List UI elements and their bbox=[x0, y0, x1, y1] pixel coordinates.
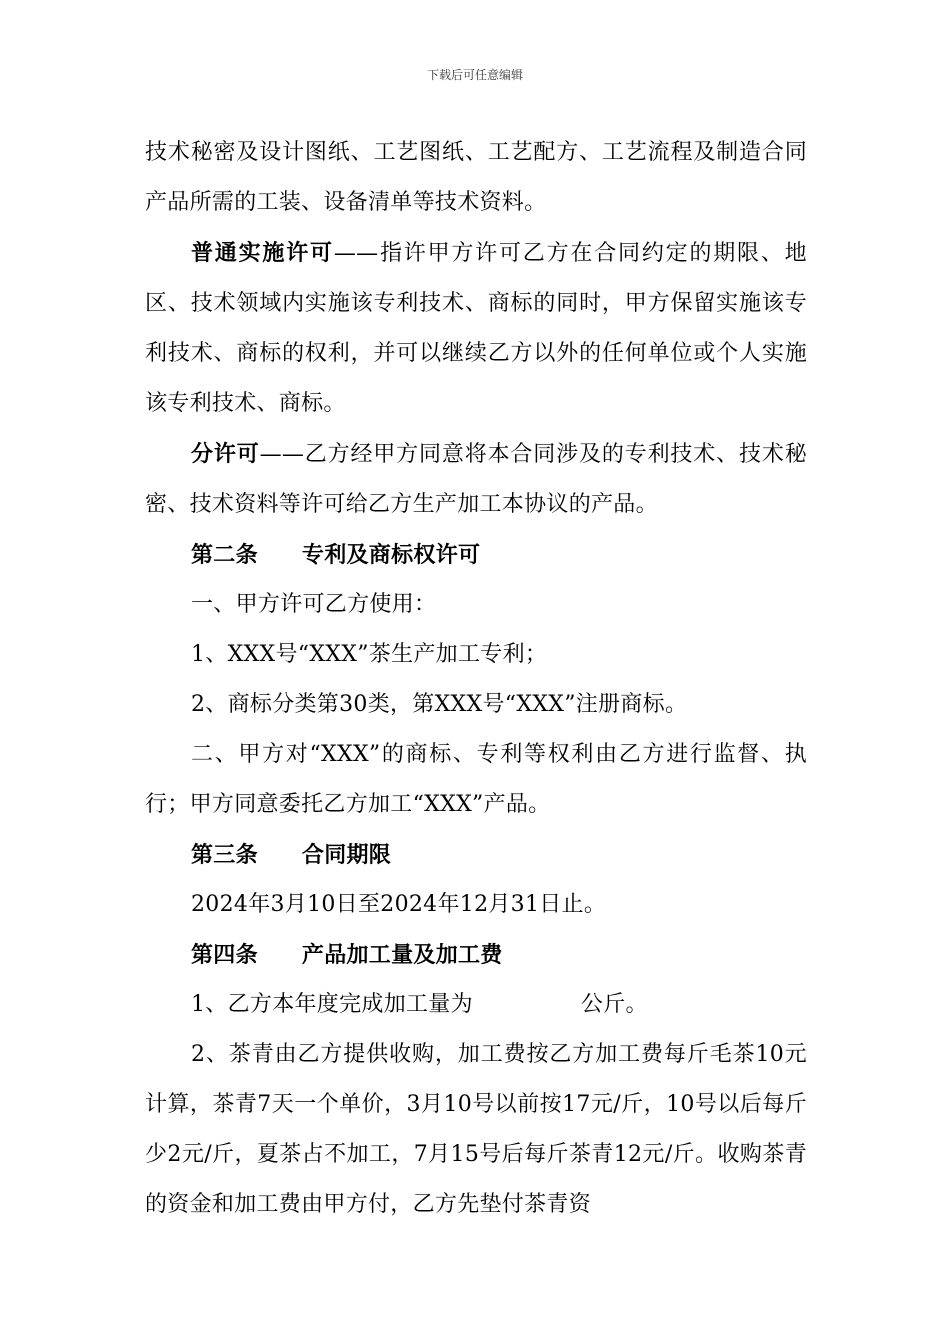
article-3-heading bbox=[145, 830, 807, 880]
article-4-item-1 bbox=[145, 980, 807, 1030]
term-sublicense: 分许可 bbox=[191, 441, 260, 467]
article-4-heading bbox=[145, 930, 807, 980]
article-2-item-1: 一、甲方许可乙方使用： bbox=[191, 592, 437, 617]
article-4-title: 产品加工量及加工费 bbox=[301, 942, 503, 968]
article-4-item-1-end: 公斤。 bbox=[580, 992, 648, 1017]
page-header: 下载后可任意编辑 bbox=[426, 68, 523, 82]
document-body bbox=[145, 128, 807, 1230]
article-4-item-1-start: 1、乙方本年度完成加工量为 bbox=[191, 992, 473, 1017]
definition-ordinary-license: ——指许甲方许可乙方在合同约定的期限、地区、技术领域内实施该专利技术、商标的同时，甲方保留实施该专利技术、商标的权利，并可以继续乙方以外的任何单位或个人实施该专利技术、商标。 bbox=[145, 241, 807, 416]
paragraph-tech-materials: 技术秘密及设计图纸、工艺图纸、工艺配方、工艺流程及制造合同产品所需的工装、设备清单等技术资料。 bbox=[145, 140, 807, 215]
article-3-term: 2024年3月10日至2024年12月31日止。 bbox=[191, 892, 607, 917]
article-3-title: 合同期限 bbox=[301, 842, 392, 868]
article-3-number: 第三条 bbox=[191, 842, 258, 868]
article-4-number: 第四条 bbox=[191, 942, 258, 968]
paragraph-ordinary-license bbox=[145, 228, 807, 429]
article-2-number: 第二条 bbox=[191, 542, 258, 568]
article-2-heading bbox=[145, 530, 807, 580]
definition-sublicense: ——乙方经甲方同意将本合同涉及的专利技术、技术秘密、技术资料等许可给乙方生产加工本协议的产品。 bbox=[145, 442, 808, 517]
article-2-item-patent: 1、XXX号“XXX”茶生产加工专利； bbox=[191, 642, 548, 667]
article-2-item-trademark: 2、商标分类第30类，第XXX号“XXX”注册商标。 bbox=[191, 692, 688, 717]
article-4-item-2: 2、茶青由乙方提供收购，加工费按乙方加工费每斤毛茶10元计算，茶青7天一个单价，3月10号以前按17元/斤，10号以后每斤少2元/斤，夏茶占不加工，7月15号后每斤茶青12元/斤。收购茶青的资金和加工费由甲方付，乙方先垫付茶青资 bbox=[145, 1042, 807, 1217]
term-ordinary-license: 普通实施许可 bbox=[191, 240, 334, 266]
article-2-item-2: 二、甲方对“XXX”的商标、专利等权利由乙方进行监督、执行；甲方同意委托乙方加工“XXX”产品。 bbox=[145, 742, 807, 817]
paragraph-sublicense bbox=[145, 429, 807, 530]
article-2-title: 专利及商标权许可 bbox=[301, 542, 481, 568]
